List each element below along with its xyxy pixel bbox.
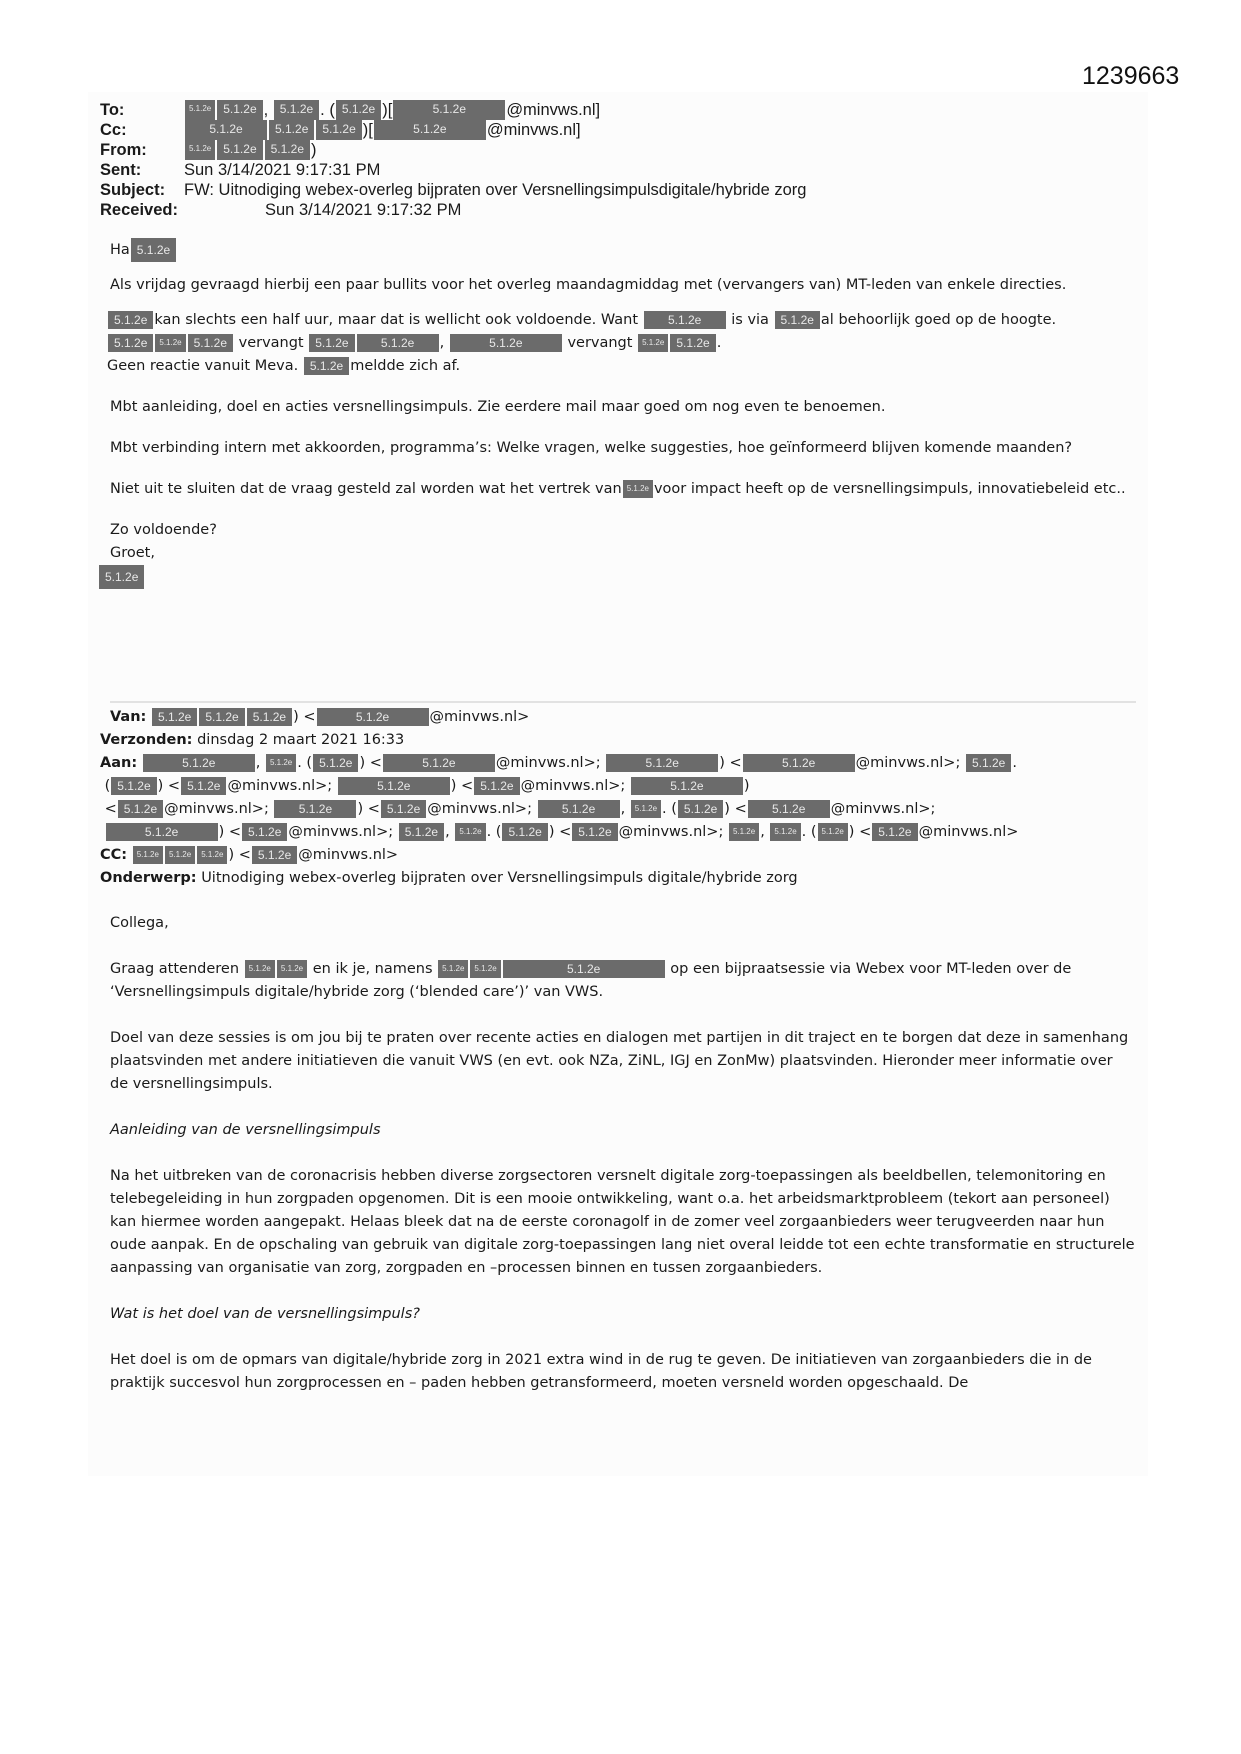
paragraph: Na het uitbreken van de coronacrisis hebben diverse zorgsectoren versnelt digitale zorg-toepassingen als beeldbellen, telemonitoring en telebegeleiding in hun zorgpaden opgenomen. Dit is een mooie ontwikkeling, want o.a. het arbeidsmarktprobleem (tekort aan personeel) kan hiermee worden aangepakt. Helaas bleek dat na de eerste coronagolf in de zomer veel zorgaanbieders weer terugveerden naar hun oude aanpak. En de opschaling van gebruik van digitale zorg-toepassingen lang niet overal leidde tot een echte transformatie en structurele aanpassing van organisatie van zorg, zorgpaden en –processen binnen en tussen zorgaanbieders. <box>110 1168 1135 1276</box>
cc-row: Cc: 5.1.2e 5.1.2e 5.1.2e )[ 5.1.2e @minvws.nl] <box>100 121 581 139</box>
redaction: 5.1.2e <box>966 754 1011 772</box>
redaction: 5.1.2e <box>450 334 562 352</box>
to-email-suffix: @minvws.nl] <box>506 101 601 119</box>
redaction: 5.1.2e <box>242 823 287 841</box>
redaction: 5.1.2e <box>99 565 144 589</box>
sent-label: Sent: <box>100 161 142 179</box>
closing: Groet, <box>110 545 155 561</box>
redaction: 5.1.2e <box>274 100 319 120</box>
redaction: 5.1.2e <box>165 846 195 864</box>
redaction: 5.1.2e <box>111 777 156 795</box>
cc-row: CC: 5.1.2e 5.1.2e 5.1.2e ) < 5.1.2e @minvws.nl> <box>100 847 399 863</box>
salutation: Collega, <box>110 915 169 931</box>
redaction: 5.1.2e <box>638 334 668 352</box>
redaction: 5.1.2e <box>269 120 314 140</box>
greeting: Ha 5.1.2e <box>110 238 1135 262</box>
redaction: 5.1.2e <box>381 800 426 818</box>
redaction: 5.1.2e <box>336 100 381 120</box>
redaction: 5.1.2e <box>185 140 215 160</box>
redaction: 5.1.2e <box>474 777 519 795</box>
subject-label: Subject: <box>100 181 166 199</box>
subject-row <box>100 180 806 200</box>
redaction: 5.1.2e <box>155 334 185 352</box>
redaction: 5.1.2e <box>606 754 718 772</box>
redaction: 5.1.2e <box>775 311 820 329</box>
redaction: 5.1.2e <box>199 708 244 726</box>
redaction: 5.1.2e <box>185 100 215 120</box>
redaction: 5.1.2e <box>502 823 547 841</box>
redaction: 5.1.2e <box>217 100 262 120</box>
redaction: 5.1.2e <box>133 846 163 864</box>
van-row: Van: 5.1.2e 5.1.2e 5.1.2e ) < 5.1.2e @minvws.nl> <box>110 709 530 725</box>
verzonden-row: Verzonden: dinsdag 2 maart 2021 16:33 <box>100 732 405 748</box>
redaction: 5.1.2e <box>670 334 715 352</box>
signature <box>98 565 1135 589</box>
redaction: 5.1.2e <box>455 823 485 841</box>
from-row: From: 5.1.2e 5.1.2e 5.1.2e ) <box>100 141 317 159</box>
redaction: 5.1.2e <box>338 777 450 795</box>
forwarded-body <box>110 912 1135 1395</box>
document-number: 1239663 <box>1082 62 1180 90</box>
paragraph: Mbt verbinding intern met akkoorden, programma’s: Welke vragen, welke suggesties, hoe geïnformeerd blijven komende maanden? <box>110 440 1073 456</box>
paragraph: 5.1.2e kan slechts een half uur, maar dat is wellicht ook voldoende. Want 5.1.2e is via 5.1.2e al behoorlijk goed op de hoogte. 5.1.2e 5.1.2e 5.1.2e vervangt 5.1.2e 5.1.2e , 5.1.2e vervangt 5.1.2e 5.1.2e . Geen reactie vanuit Meva. 5.1.2e meldde zich af. <box>107 312 1057 374</box>
redaction: 5.1.2e <box>383 754 495 772</box>
cc-label: Cc: <box>100 121 127 139</box>
redaction: 5.1.2e <box>374 120 486 140</box>
section-heading: Wat is het doel van de versnellingsimpuls? <box>110 1306 420 1322</box>
aan-row: Aan: 5.1.2e , 5.1.2e . ( 5.1.2e ) < 5.1.2e @minvws.nl>; 5.1.2e ) < 5.1.2e @minvws.nl>; 5.1.2e . ( 5.1.2e ) < 5.1.2e @minvws.nl>; 5.1.2e ) < 5.1.2e @minvws.nl>; 5.1.2e ) < 5.1.2e @minvws.nl>; 5.1.2e ) < 5.1.2e @minvws.nl>; 5.1.2e , 5.1.2e . ( 5.1.2e ) < 5.1.2e @minvws.nl>; 5.1.2e ) < 5.1.2e @minvws.nl>; 5.1.2e , 5.1.2e . ( 5.1.2e ) < 5.1.2e @minvws.nl>; 5.1.2e , 5.1.2e . ( 5.1.2e ) < 5.1.2e @minvws.nl> <box>100 755 1019 840</box>
redaction: 5.1.2e <box>748 800 830 818</box>
redaction: 5.1.2e <box>274 800 356 818</box>
redaction: 5.1.2e <box>266 754 296 772</box>
redaction: 5.1.2e <box>438 960 468 978</box>
redaction: 5.1.2e <box>317 708 429 726</box>
redaction: 5.1.2e <box>304 357 349 375</box>
paragraph: Mbt aanleiding, doel en acties versnellingsimpuls. Zie eerdere mail maar goed om nog even te benoemen. <box>110 399 886 415</box>
received-value: Sun 3/14/2021 9:17:32 PM <box>265 201 462 219</box>
redaction: 5.1.2e <box>245 960 275 978</box>
closing: Zo voldoende? <box>110 522 217 538</box>
redaction: 5.1.2e <box>770 823 800 841</box>
subject-value: FW: Uitnodiging webex-overleg bijpraten over Versnellingsimpulsdigitale/hybride zorg <box>184 181 807 199</box>
redaction: 5.1.2e <box>818 823 848 841</box>
paragraph: Als vrijdag gevraagd hierbij een paar bullits voor het overleg maandagmiddag met (vervangers van) MT-leden van enkele directies. <box>110 277 1067 293</box>
redaction: 5.1.2e <box>316 120 361 140</box>
redaction: 5.1.2e <box>188 334 233 352</box>
paragraph: Doel van deze sessies is om jou bij te praten over recente acties en dialogen met partijen in dit traject en te borgen dat deze in samenhang plaatsvinden met andere initiatieven die vanuit VWS (en evt. ook NZa, ZiNL, IGJ en ZonMw) plaatsvinden. Hieronder meer informatie over de versnellingsimpuls. <box>110 1030 1129 1092</box>
divider <box>110 701 1136 703</box>
redaction: 5.1.2e <box>678 800 723 818</box>
redaction: 5.1.2e <box>393 100 505 120</box>
redaction: 5.1.2e <box>313 754 358 772</box>
redaction: 5.1.2e <box>143 754 255 772</box>
to-row: To: 5.1.2e 5.1.2e , 5.1.2e . ( 5.1.2e )[ 5.1.2e @minvws.nl] <box>100 101 601 119</box>
reply-body <box>105 238 1135 589</box>
redaction: 5.1.2e <box>108 334 153 352</box>
redaction: 5.1.2e <box>252 846 297 864</box>
redaction: 5.1.2e <box>185 120 267 140</box>
paragraph: Het doel is om de opmars van digitale/hybride zorg in 2021 extra wind in de rug te geven. De initiatieven van zorgaanbieders die in de praktijk succesvol hun zorgprocessen en – paden hebben getransformeerd, moeten versneld worden opgeschaald. De <box>110 1352 1092 1391</box>
email-header <box>100 100 806 220</box>
redaction: 5.1.2e <box>538 800 620 818</box>
redaction: 5.1.2e <box>217 140 262 160</box>
received-label: Received: <box>100 201 178 219</box>
to-label: To: <box>100 101 125 119</box>
redaction: 5.1.2e <box>399 823 444 841</box>
paragraph: Graag attenderen 5.1.2e 5.1.2e en ik je, namens 5.1.2e 5.1.2e 5.1.2e op een bijpraatsessie via Webex voor MT-leden over de ‘Versnellingsimpuls digitale/hybride zorg (‘blended care’)’ van VWS. <box>110 961 1072 1000</box>
redaction: 5.1.2e <box>572 823 617 841</box>
redaction: 5.1.2e <box>106 823 218 841</box>
onderwerp-row: Onderwerp: Uitnodiging webex-overleg bijpraten over Versnellingsimpuls digitale/hybride zorg <box>100 870 798 886</box>
received-row <box>100 200 806 220</box>
redaction: 5.1.2e <box>118 800 163 818</box>
redaction: 5.1.2e <box>265 140 310 160</box>
redaction: 5.1.2e <box>729 823 759 841</box>
redaction: 5.1.2e <box>743 754 855 772</box>
redaction: 5.1.2e <box>644 311 726 329</box>
redaction: 5.1.2e <box>152 708 197 726</box>
from-label: From: <box>100 141 147 159</box>
redaction: 5.1.2e <box>131 238 176 262</box>
sent-row <box>100 160 806 180</box>
forwarded-header <box>100 706 1140 890</box>
redaction: 5.1.2e <box>631 777 743 795</box>
redaction: 5.1.2e <box>631 800 661 818</box>
redaction: 5.1.2e <box>108 311 153 329</box>
section-heading: Aanleiding van de versnellingsimpuls <box>110 1122 381 1138</box>
redaction: 5.1.2e <box>357 334 439 352</box>
redaction: 5.1.2e <box>470 960 500 978</box>
redaction: 5.1.2e <box>277 960 307 978</box>
redaction: 5.1.2e <box>309 334 354 352</box>
sent-value: Sun 3/14/2021 9:17:31 PM <box>184 161 381 179</box>
paragraph: Niet uit te sluiten dat de vraag gesteld zal worden wat het vertrek van 5.1.2e voor impact heeft op de versnellingsimpuls, innovatiebeleid etc.. <box>110 481 1126 497</box>
redaction: 5.1.2e <box>623 480 653 498</box>
redaction: 5.1.2e <box>503 960 665 978</box>
redaction: 5.1.2e <box>181 777 226 795</box>
redaction: 5.1.2e <box>872 823 917 841</box>
redaction: 5.1.2e <box>247 708 292 726</box>
redaction: 5.1.2e <box>197 846 227 864</box>
cc-email-suffix: @minvws.nl] <box>486 121 581 139</box>
